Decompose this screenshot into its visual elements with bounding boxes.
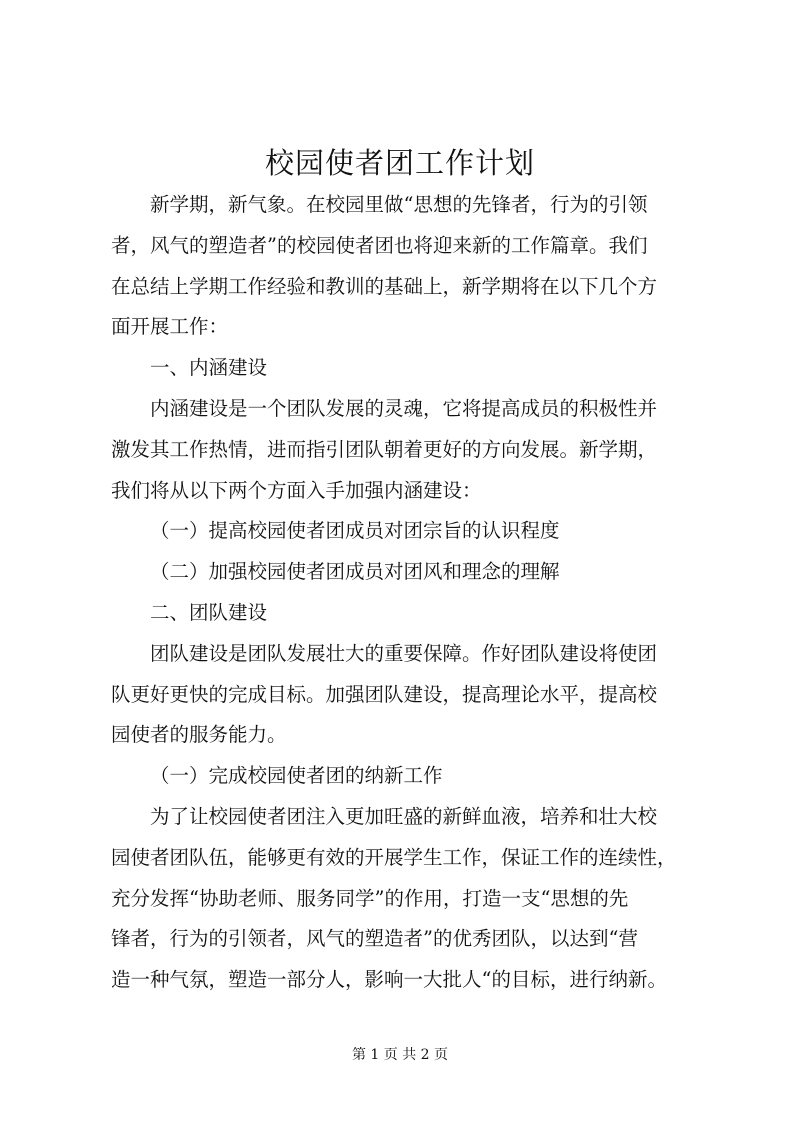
paragraph-line-19: 锋者，行为的引领者，风气的塑造者”的优秀团队，以达到“营 (111, 927, 638, 951)
paragraph-line-14: 园使者的服务能力。 (111, 723, 287, 747)
page-footer: 第 1 页 共 2 页 (351, 1047, 449, 1063)
document-title: 校园使者团工作计划 (264, 146, 535, 180)
paragraph-line-12: 团队建设是团队发展壮大的重要保障。作好团队建设将使团 (150, 641, 658, 665)
paragraph-line-7: 激发其工作热情，进而指引团队朝着更好的方向发展。新学期， (111, 437, 658, 461)
paragraph-line-1: 新学期，新气象。在校园里做“思想的先锋者，行为的引领 (150, 193, 648, 216)
paragraph-line-2: 者，风气的塑造者”的校园使者团也将迎来新的工作篇章。我们 (111, 233, 648, 257)
paragraph-line-20: 造一种气氛，塑造一部分人，影响一大批人“的目标，进行纳新。 (111, 968, 667, 992)
subsection-line-10: （二）加强校园使者团成员对团风和理念的理解 (150, 560, 560, 584)
paragraph-line-3: 在总结上学期工作经验和教训的基础上，新学期将在以下几个方 (111, 274, 658, 298)
paragraph-line-6: 内涵建设是一个团队发展的灵魂，它将提高成员的积极性并 (150, 396, 658, 420)
subsection-line-9: （一）提高校园使者团成员对团宗旨的认识程度 (150, 519, 560, 543)
paragraph-line-18: 充分发挥“协助老师、服务同学”的作用，打造一支“思想的先 (111, 886, 629, 910)
section-heading-inner-building: 一、内涵建设 (150, 356, 268, 380)
paragraph-line-17: 园使者团队伍，能够更有效的开展学生工作，保证工作的连续性， (111, 845, 677, 869)
paragraph-line-16: 为了让校园使者团注入更加旺盛的新鲜血液，培养和壮大校 (150, 804, 658, 828)
section-heading-team-building: 二、团队建设 (150, 600, 268, 624)
paragraph-line-4: 面开展工作： (111, 315, 229, 339)
paragraph-line-8: 我们将从以下两个方面入手加强内涵建设： (111, 478, 482, 502)
document-body (111, 185, 706, 1001)
paragraph-line-13: 队更好更快的完成目标。加强团队建设，提高理论水平，提高校 (111, 682, 658, 706)
subsection-line-15: （一）完成校园使者团的纳新工作 (150, 764, 443, 788)
